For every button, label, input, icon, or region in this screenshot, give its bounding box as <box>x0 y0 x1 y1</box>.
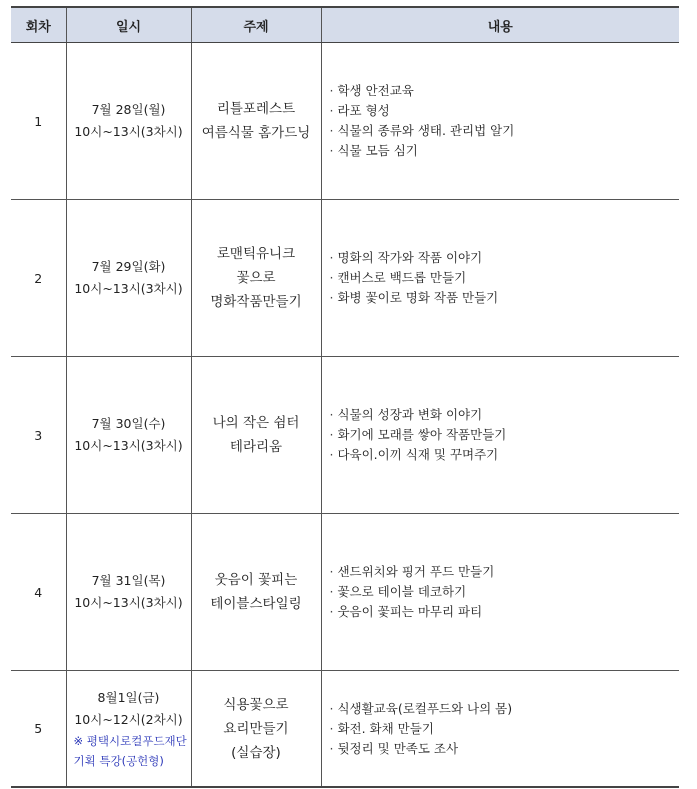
content-item: · 캔버스로 백드롭 만들기 <box>330 268 679 288</box>
topic-line: 웃음이 꽃피는 <box>214 572 298 588</box>
table-row <box>11 43 679 200</box>
content-item: · 화병 꽃이로 명화 작품 만들기 <box>330 288 679 308</box>
datetime-cell <box>66 357 191 514</box>
table-row <box>11 671 679 788</box>
topic-line: 식용꽃으로 <box>223 696 289 713</box>
content-item: · 화전. 화채 만들기 <box>330 719 679 739</box>
date-text: 7월 29일(화) <box>91 259 166 274</box>
topic-cell <box>191 43 321 200</box>
content-cell <box>321 357 679 514</box>
topic-line: 테라리움 <box>229 439 283 455</box>
topic-line: 리틀포레스트 <box>216 101 296 117</box>
topic-line: (실습장) <box>231 744 281 761</box>
schedule-table <box>11 6 679 788</box>
special-lecture-note: ※ 평택시로컬푸드재단 <box>73 733 187 748</box>
content-item: · 식생활교육(로컬푸드와 나의 몸) <box>330 699 679 719</box>
topic-line: 테이블스타일링 <box>210 596 302 612</box>
date-text: 7월 31일(목) <box>91 573 166 588</box>
topic-line: 꽃으로 <box>236 270 276 286</box>
table-row <box>11 357 679 514</box>
session-number: 3 <box>11 357 66 514</box>
topic-line: 명화작품만들기 <box>210 294 302 310</box>
time-text: 10시~13시(3차시) <box>74 124 183 139</box>
content-item: · 다육이.이끼 식재 및 꾸며주기 <box>330 445 679 465</box>
content-item: · 명화의 작가와 작품 이야기 <box>330 248 679 268</box>
date-text: 8월1일(금) <box>97 689 160 705</box>
content-item: · 학생 안전교육 <box>330 81 679 101</box>
header-row <box>11 7 679 43</box>
content-item: · 식물의 성장과 변화 이야기 <box>330 405 679 425</box>
datetime-cell <box>66 200 191 357</box>
time-text: 10시~13시(3차시) <box>74 438 183 453</box>
topic-cell <box>191 357 321 514</box>
datetime-cell <box>66 43 191 200</box>
time-text: 10시~12시(2차시) <box>74 711 183 727</box>
topic-line: 나의 작은 쉼터 <box>212 415 300 431</box>
time-text: 10시~13시(3차시) <box>74 595 183 610</box>
content-item: · 라포 형성 <box>330 101 679 121</box>
topic-line: 요리만들기 <box>223 720 289 737</box>
session-number: 4 <box>11 514 66 671</box>
content-cell <box>321 200 679 357</box>
content-item: · 꽃으로 테이블 데코하기 <box>330 582 679 602</box>
topic-cell <box>191 671 321 788</box>
special-lecture-note: 기획 특강(공헌형) <box>73 753 164 768</box>
content-item: · 화기에 모래를 쌓아 작품만들기 <box>330 425 679 445</box>
session-number: 5 <box>11 671 66 788</box>
table-row <box>11 514 679 671</box>
session-number: 2 <box>11 200 66 357</box>
content-item: · 식물 모듬 심기 <box>330 141 679 161</box>
table-row <box>11 200 679 357</box>
header-session: 회차 <box>11 7 66 43</box>
time-text: 10시~13시(3차시) <box>74 281 183 296</box>
header-topic: 주제 <box>191 7 321 43</box>
content-item: · 식물의 종류와 생태. 관리법 알기 <box>330 121 679 141</box>
content-item: · 뒷정리 및 만족도 조사 <box>330 739 679 759</box>
content-item: · 웃음이 꽃피는 마무리 파티 <box>330 602 679 622</box>
content-cell <box>321 43 679 200</box>
datetime-cell <box>66 671 191 788</box>
header-datetime: 일시 <box>66 7 191 43</box>
topic-line: 여름식물 홈가드닝 <box>201 125 311 141</box>
date-text: 7월 30일(수) <box>91 416 166 431</box>
date-text: 7월 28일(월) <box>91 102 166 117</box>
header-content: 내용 <box>321 7 679 43</box>
datetime-cell <box>66 514 191 671</box>
content-cell <box>321 514 679 671</box>
session-number: 1 <box>11 43 66 200</box>
content-item: · 샌드위치와 핑거 푸드 만들기 <box>330 562 679 582</box>
topic-cell <box>191 200 321 357</box>
topic-cell <box>191 514 321 671</box>
topic-line: 로맨틱유니크 <box>216 246 296 262</box>
content-cell <box>321 671 679 788</box>
